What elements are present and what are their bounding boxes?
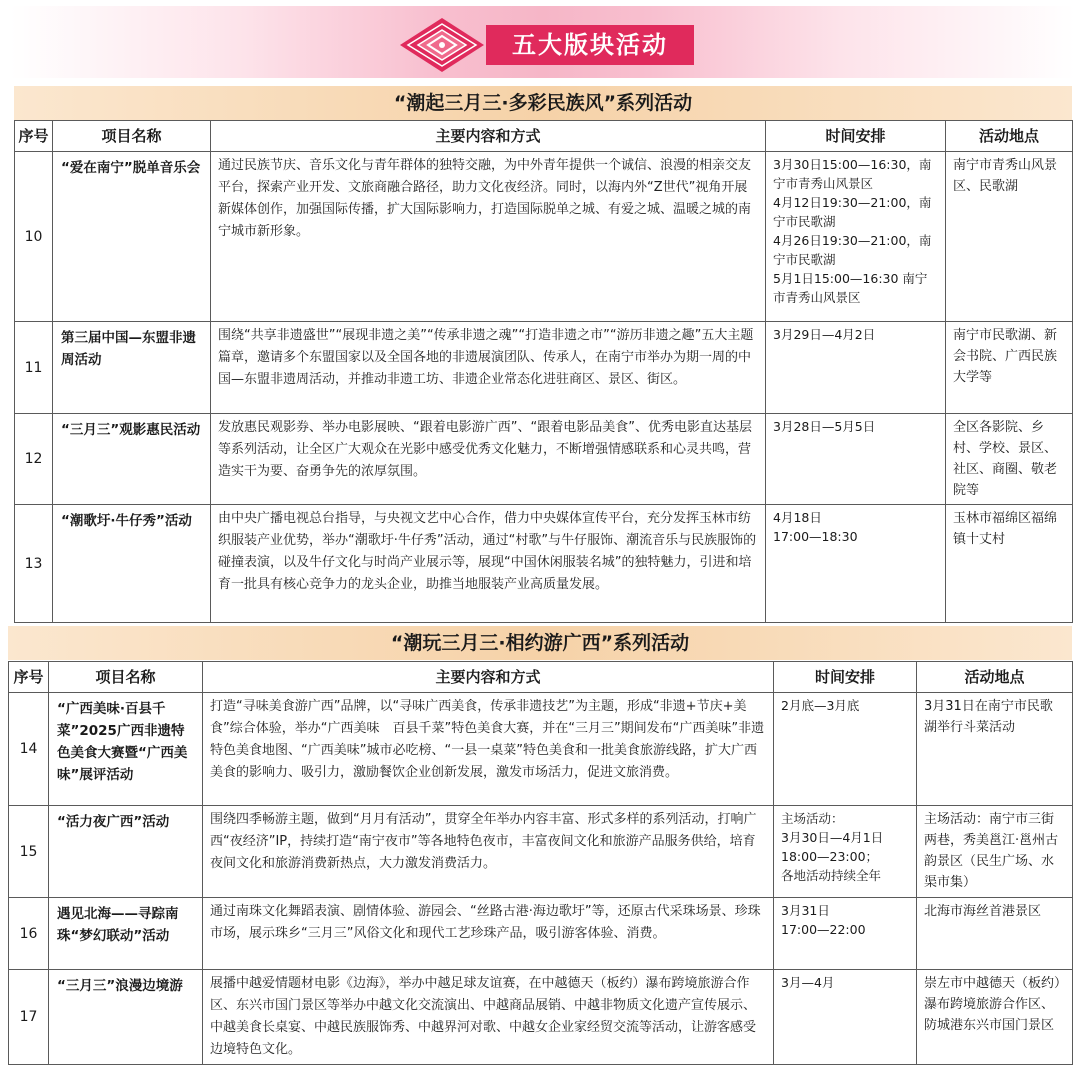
header-time: 时间安排 [766,121,946,152]
activity-place: 崇左市中越德天（板约）瀑布跨境旅游合作区、防城港东兴市国门景区 [917,970,1073,1065]
time-line: 4月26日19:30—21:00，南宁市民歌湖 [773,233,932,267]
time-line: 18:00—23:00； [781,849,879,864]
table-row [15,152,1073,322]
section1-title: “潮起三月三·多彩民族风”系列活动 [14,86,1072,120]
section1-table [14,120,1073,623]
time-line: 3月—4月 [781,975,835,990]
time-line: 3月28日—5月5日 [773,419,876,434]
content-description: 围绕“共享非遗盛世”“展现非遗之美”“传承非遗之魂”“打造非遗之市”“游历非遗之趣”五大主题篇章，邀请多个东盟国家以及全国各地的非遗展演团队、传承人，在南宁市举办为期一周的中国—东盟非遗周活动，并推动非遗工坊、非遗企业常态化进驻商区、景区、街区。 [211,322,766,414]
row-number: 11 [15,322,53,414]
time-line: 17:00—18:30 [773,529,858,544]
table-row [9,898,1073,970]
table-header-row [9,662,1073,693]
table-row [15,505,1073,623]
time-line: 3月31日 [781,903,830,918]
time-schedule [774,898,917,970]
table-row [15,322,1073,414]
time-schedule [766,152,946,322]
table-row [15,414,1073,505]
activity-place: 北海市海丝首港景区 [917,898,1073,970]
header-time: 时间安排 [774,662,917,693]
activity-place: 南宁市青秀山风景区、民歌湖 [946,152,1073,322]
content-description: 通过南珠文化舞蹈表演、剧情体验、游园会、“丝路古港·海边歌圩”等，还原古代采珠场景、珍珠市场，展示珠乡“三月三”风俗文化和现代工艺珍珠产品，吸引游客体验、消费。 [203,898,774,970]
time-line: 3月30日—4月1日 [781,830,884,845]
row-number: 16 [9,898,49,970]
content-description: 发放惠民观影券、举办电影展映、“跟着电影游广西”、“跟着电影品美食”、优秀电影直达基层等系列活动，让全区广大观众在光影中感受优秀文化魅力，不断增强情感联系和心灵共鸣，营造实干为要、奋勇争先的浓厚氛围。 [211,414,766,505]
project-name: “广西美味·百县千菜”2025广西非遗特色美食大赛暨“广西美味”展评活动 [49,693,203,806]
row-number: 10 [15,152,53,322]
time-schedule [766,322,946,414]
header-place: 活动地点 [946,121,1073,152]
project-name: “三月三”观影惠民活动 [53,414,211,505]
banner [10,6,1075,78]
time-schedule [774,970,917,1065]
activity-place: 全区各影院、乡村、学校、景区、社区、商圈、敬老院等 [946,414,1073,505]
diamond-ornament-icon [398,16,486,74]
content-description: 围绕四季畅游主题，做到“月月有活动”，贯穿全年举办内容丰富、形式多样的系列活动，打响广西“夜经济”IP，持续打造“南宁夜市”等各地特色夜市，丰富夜间文化和旅游产品服务供给，培育夜间文化和旅游消费新热点，大力激发消费活力。 [203,806,774,898]
table-header-row [15,121,1073,152]
project-name: “活力夜广西”活动 [49,806,203,898]
time-line: 4月12日19:30—21:00，南宁市民歌湖 [773,195,932,229]
header-project-name: 项目名称 [49,662,203,693]
activity-place: 南宁市民歌湖、新会书院、广西民族大学等 [946,322,1073,414]
project-name: 第三届中国—东盟非遗周活动 [53,322,211,414]
time-line: 17:00—22:00 [781,922,866,937]
project-name: “三月三”浪漫边境游 [49,970,203,1065]
section2-table [8,661,1073,1065]
time-line: 2月底—3月底 [781,698,860,713]
header-place: 活动地点 [917,662,1073,693]
content-description: 打造“寻味美食游广西”品牌，以“寻味广西美食，传承非遗技艺”为主题，形成“非遗+节庆+美食”综合体验，举办“广西美味 百县千菜”特色美食大赛，并在“三月三”期间发布“广西美味”非遗特色美食地图、“广西美味”城市必吃榜、“一县一桌菜”特色美食和一批美食旅游线路，扩大广西美食的影响力、吸引力，激励餐饮企业创新发展，激发市场活力，促进文旅消费。 [203,693,774,806]
row-number: 17 [9,970,49,1065]
header-content: 主要内容和方式 [203,662,774,693]
content-description: 展播中越爱情题材电影《边海》，举办中越足球友谊赛，在中越德天（板约）瀑布跨境旅游合作区、东兴市国门景区等举办中越文化交流演出、中越商品展销、中越非物质文化遗产宣传展示、中越美食长桌宴、中越民族服饰秀、中越界河对歌、中越女企业家经贸交流等活动，让游客感受边境特色文化。 [203,970,774,1065]
time-schedule [774,693,917,806]
table-row [9,806,1073,898]
activity-place: 3月31日在南宁市民歌湖举行斗菜活动 [917,693,1073,806]
project-name: “潮歌圩·牛仔秀”活动 [53,505,211,623]
time-line: 3月30日15:00—16:30，南宁市青秀山风景区 [773,157,932,191]
header-content: 主要内容和方式 [211,121,766,152]
table-row [9,970,1073,1065]
activity-place: 玉林市福绵区福绵镇十丈村 [946,505,1073,623]
row-number: 12 [15,414,53,505]
header-project-name: 项目名称 [53,121,211,152]
header-number: 序号 [9,662,49,693]
time-schedule [774,806,917,898]
time-line: 4月18日 [773,510,822,525]
section2-title: “潮玩三月三·相约游广西”系列活动 [8,626,1072,660]
banner-title: 五大版块活动 [486,25,694,65]
time-line: 5月1日15:00—16:30 南宁市青秀山风景区 [773,271,928,305]
time-schedule [766,414,946,505]
content-description: 由中央广播电视总台指导，与央视文艺中心合作，借力中央媒体宣传平台，充分发挥玉林市纺织服装产业优势，举办“潮歌圩·牛仔秀”活动，通过“村歌”与牛仔服饰、潮流音乐与民族服饰的碰撞表演，以及牛仔文化与时尚产业展示等，展现“中国休闲服装名城”的独特魅力，引进和培育一批具有核心竞争力的龙头企业，助推当地服装产业高质量发展。 [211,505,766,623]
content-description: 通过民族节庆、音乐文化与青年群体的独特交融，为中外青年提供一个诚信、浪漫的相亲交友平台，探索产业开发、文旅商融合路径，助力文化夜经济。同时，以海内外“Z世代”视角开展新媒体创作，加强国际传播，扩大国际影响力，打造国际脱单之城、有爱之城、温暖之城的南宁城市新形象。 [211,152,766,322]
row-number: 13 [15,505,53,623]
activity-place: 主场活动：南宁市三街两巷，秀美邕江·邕州古韵景区（民生广场、水渠市集） [917,806,1073,898]
project-name: 遇见北海——寻踪南珠“梦幻联动”活动 [49,898,203,970]
project-name: “爱在南宁”脱单音乐会 [53,152,211,322]
header-number: 序号 [15,121,53,152]
row-number: 15 [9,806,49,898]
time-line: 3月29日—4月2日 [773,327,876,342]
table-row [9,693,1073,806]
time-line: 各地活动持续全年 [781,868,882,883]
time-schedule [766,505,946,623]
time-line: 主场活动： [781,811,844,826]
row-number: 14 [9,693,49,806]
